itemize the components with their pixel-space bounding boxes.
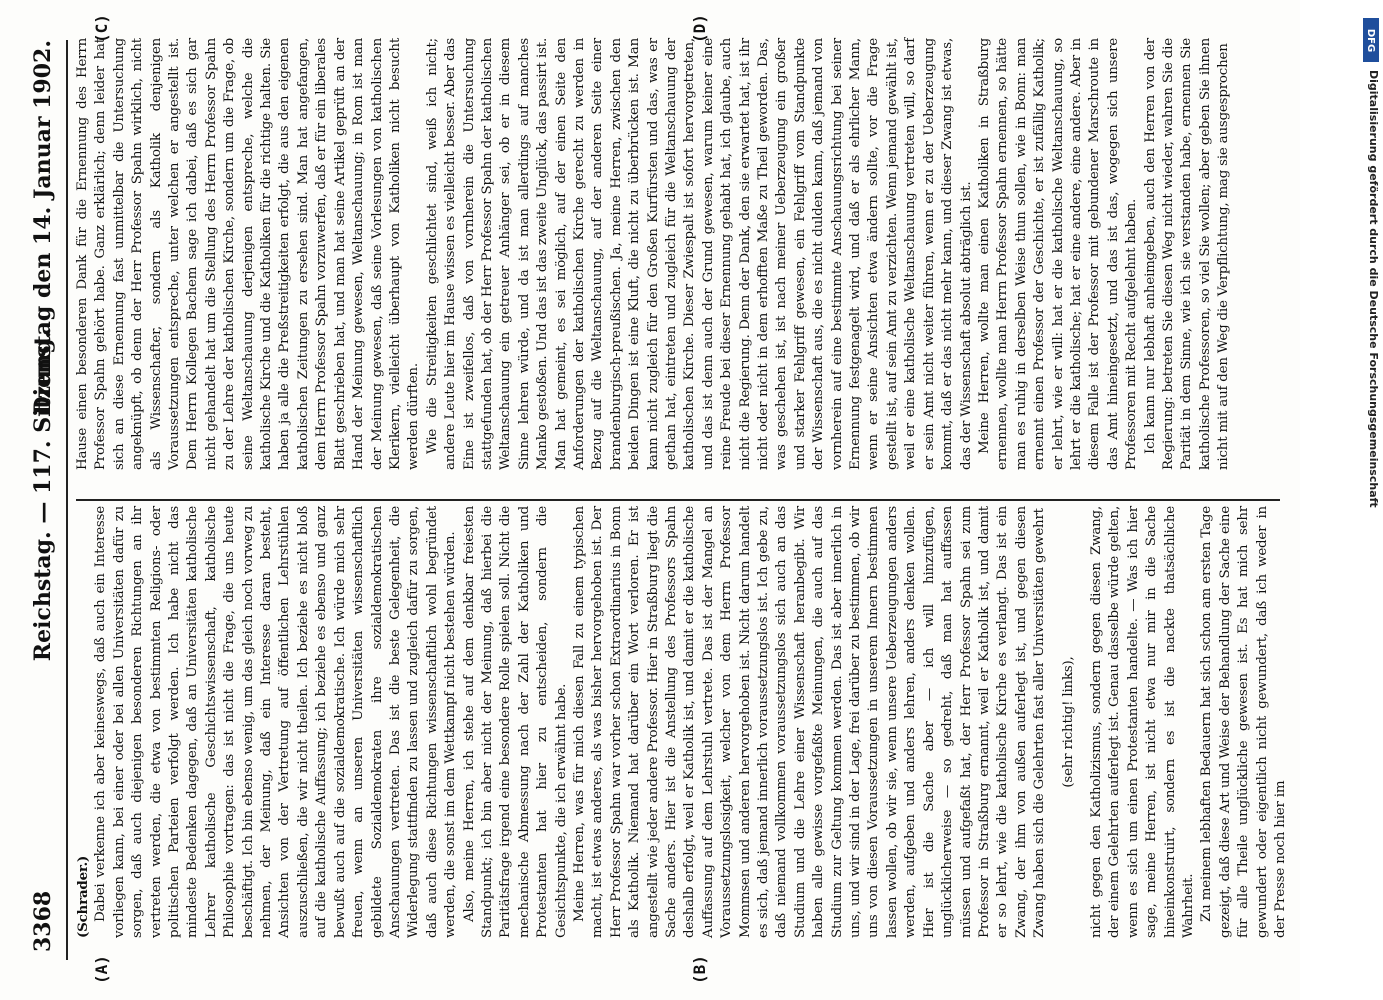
left-column [74,506,1290,938]
paragraph: Meine Herren, wollte man einen Katholiken in Straßburg ernennen, wollte man Herrn Professor Spahn ernennen, so hätte man es ruhig in derselben Weise thun sollen, wie in Bonn: man ernennt einen Professor der Geschichte, er ist zufällig Katholik; er lehrt, wie er will: hat er die katholische Weltanschauung, so lehrt er die katholische; hat er eine andere, eine andere. Aber in diesem Falle ist der Professor mit gebundener Marschroute in das Amt hineingesetzt, und das ist das, wogegen sich unsere Professoren mit Recht aufgelehnt haben. [976,38,1140,470]
interjection: (sehr richtig! links), [1060,656,1076,788]
page-header [30,40,64,952]
dfg-logo-text: DFG [1365,28,1377,52]
page-number: 3368 [30,890,56,952]
margin-mark-b: (B) [690,955,709,984]
paragraph: Wie die Streitigkeiten geschlichtet sind, weiß ich nicht; andere Leute hier im Hause wissen es vielleicht besser. Aber das Eine ist zweifellos, daß von vornherein die Untersuchung stattgefunden hat, ob der Herr Professor Spahn der katholischen Weltanschauung ein getreuer Anhänger sei, ob er in diesem Sinne lehren würde, und da ist man allerdings auf manches Manko gestoßen. Und das ist das zweite Unglück, das passirt ist. Man hat gemeint, es sei möglich, auf der einen Seite den Anforderungen der katholischen Kirche gerecht zu werden in Bezug auf die Weltanschauung, auf der anderen Seite einer brandenburgisch-preußischen. Ja, meine Herren, zwischen den beiden Dingen ist eine Kluft, die nicht zu überbrücken ist. Man kann nicht zugleich für den Großen Kurfürsten und das, was er gethan hat, eintreten und zugleich für die Weltanschauung der katholischen Kirche. Dieser Zwiespalt ist sofort hervorgetreten, und das ist denn auch der Grund gewesen, warum keiner eine reine Freude bei dieser Ernennung gehabt hat, ich glaube, auch nicht die Regierung. Denn der Dank, den sie erwartet hat, ist ihr nicht oder nicht in dem erhofften Maße zu Theil geworden. Das, was geschehen ist, ist nach meiner Ueberzeugung ein großer und starker Fehlgriff gewesen, ein Fehlgriff vom Standpunkte der Wissenschaft aus, die es nicht dulden kann, daß jemand von vornherein auf eine bestimmte Anschauungsrichtung bei seiner Ernennung festgenagelt wird, und daß er als ehrlicher Mann, wenn er seine Ansichten etwa ändern sollte, vor die Frage gestellt ist, auf sein Amt zu verzichten. Wenn jemand gewählt ist, weil er eine katholische Weltanschauung vertreten will, so darf er sein Amt nicht weiter führen, wenn er zu der Ueberzeugung kommt, daß er das nicht mehr kann, und dieser Zwang ist etwas, das der Wissenschaft absolut abträglich ist. [424,38,974,470]
speaker-name: (Schrader.) [75,855,91,938]
session-date: Dienstag den 14. Januar 1902. [30,40,56,416]
right-column [74,38,1234,470]
margin-mark-a: (A) [92,955,111,984]
credit-text: Digitalisierung gefördert durch die Deutsche Forschungsgemeinschaft [1367,70,1380,508]
paragraph: Ich kann nur lebhaft anheimgeben, auch den Herren von der Regierung: betreten Sie diesen Weg nicht wieder, wahren Sie die Parität in dem Sinne, wie ich sie verstanden habe, ernennen Sie katholische Professoren, so viel Sie wollen; aber geben Sie ihnen nicht mit auf den Weg die Verpflichtung, mag sie ausgesprochen [1142,38,1232,470]
digitization-credit [1362,14,1380,986]
paragraph: Also, meine Herren, ich stehe auf dem denkbar freiesten Standpunkt; ich bin aber nicht der Meinung, daß hierbei die Paritätsfrage irgend eine besondere Rolle spielen soll. Nicht die mechanische Abmessung nach der Zahl der Katholiken und Protestanten hat hier zu entscheiden, sondern die Gesichtspunkte, die ich erwähnt habe. [461,506,569,938]
column-divider [76,499,1280,501]
paragraph: nicht gegen den Katholizismus, sondern gegen diesen Zwang, der einem Gelehrten auferlegt ist. Genau dasselbe würde gelten, wenn es sich um einen Protestanten handelte. — Was ich hier sage, meine Herren, ist nicht etwa nur mir in die Sache hineinkonstruirt, sondern es ist die nackte thatsächliche Wahrheit. [1088,506,1196,938]
header-rule [66,40,68,960]
paragraph: Dabei verkenne ich aber keineswegs, daß auch ein Interesse vorliegen kann, bei einer oder bei allen Universitäten dafür zu sorgen, daß auch diejenigen besonderen Richtungen an ihr vertreten werden, die etwa von bestimmten Religions- oder politischen Parteien verfolgt werden. Ich habe nicht das mindeste Bedenken dagegen, daß an Universitäten katholische Lehrer katholische Geschichtswissenschaft, katholische Philosophie vortragen: das ist nicht die Frage, die uns heute beschäftigt. Ich bin ebenso wenig, um das gleich noch vorweg zu nehmen, der Meinung, daß ein Interesse daran besteht, Ansichten von der Vertretung auf öffentlichen Lehrstühlen auszuschließen, die wir nicht theilen. Ich beziehe es nicht bloß auf die katholische Auffassung; ich beziehe es ebenso und ganz bewußt auch auf die sozialdemokratische. Ich würde mich sehr freuen, wenn an unseren Universitäten wissenschaftlich gebildete Sozialdemokraten ihre sozialdemokratischen Anschauungen vertreten. Das ist die beste Gelegenheit, die Widerlegung stattfinden zu lassen und zugleich dafür zu sorgen, daß auch diese Richtungen wissenschaftlich wohl begründet werden, die sonst im dem Wettkampf nicht bestehen würden. [93,506,459,938]
margin-mark-d: (D) [690,14,709,43]
paragraph: Zu meinem lebhaften Bedauern hat sich schon am ersten Tage gezeigt, daß diese Art und Weise der Behandlung der Sache eine für alle Theile unglückliche gewesen ist. Es hat mich sehr gewundert oder eigentlich nicht gewundert, daß ich weder in der Presse noch hier im [1199,506,1288,938]
margin-mark-c: (C) [92,14,111,43]
paragraph: Hause einen besonderen Dank für die Ernennung des Herrn Professor Spahn gehört habe. Ganz erklärlich; denn leider hat sich an diese Ernennung fast unmittelbar die Untersuchung angeknüpft, ob denn der Herr Professor Spahn wirklich, nicht als Wissenschafter, sondern als Katholik denjenigen Voraussetzungen entspreche, unter welchen er angestellt ist. Dem Herrn Kollegen Bachem sage ich dabei, daß es sich gar nicht gehandelt hat um die Stellung des Herrn Professor Spahn zu der Lehre der katholischen Kirche, sondern um die Frage, ob seine Weltanschauung derjenigen entspreche, welche die katholische Kirche und die Katholiken für die richtige halten. Sie haben ja alle die Preßstreitigkeiten erfolgt, die aus den eigenen katholischen Zeitungen zu ersehen sind. Man hat angefangen, dem Herrn Professor Spahn vorzuwerfen, daß er für ein liberales Blatt geschrieben hat, und man hat seine Artikel geprüft an der Hand der Meinung gewesen, Weltanschauung; in Rom ist man der Meinung gewesen, daß seine Vorlesungen von katholischen Klerikern, vielleicht überhaupt von Katholiken nicht besucht werden dürften. [75,38,422,470]
paragraph: Meine Herren, was für mich diesen Fall zu einem typischen macht, ist etwas anderes, als was bisher hervorgehoben ist. Der Herr Professor Spahn war vorher schon Extraordinarius in Bonn als Katholik. Niemand hat darüber ein Wort verloren. Er ist angestellt wie jeder andere Professor. Hier in Straßburg liegt die Sache anders. Hier ist die Anstellung des Professors Spahn deshalb erfolgt, weil er Katholik ist, und damit er die katholische Auffassung auf dem Lehrstuhl vertrete. Das ist der Mangel an Voraussetzungslosigkeit, welcher von dem Herrn Professor Mommsen und anderen hervorgehoben ist. Nicht darum handelt es sich, daß jemand innerlich voraussetzungslos ist. Ich gebe zu, daß niemand vollkommen voraussetzungslos sich auch an das Studium und die Lehre einer Wissenschaft heranbegibt. Wir haben alle gewisse vorgefaßte Meinungen, die auch auf das Studium zur Geltung kommen werden. Das ist aber innerlich in uns, und wir sind in der Lage, frei darüber zu bestimmen, ob wir uns von diesen Voraussetzungen in unserem Innern bestimmen lassen wollen, ob wir sie, wenn unsere Ueberzeugungen anders werden, aufgeben und anders lehren, anders denken wollen. Hier ist die Sache aber — ich will hinzufügen, unglücklicherweise — so gedreht, daß man hat auffassen müssen und aufgefaßt hat, der Herr Professor Spahn sei zum Professor in Straßburg ernannt, weil er Katholik ist, und damit er so lehrt, wie die katholische Kirche es verlangt. Das ist ein Zwang, der ihm von außen auferlegt ist, und gegen diesen Zwang haben sich die Gelehrten fast aller Universitäten gewehrt [571,506,1048,938]
session-title: Reichstag. — 117. Sitzung. [30,330,56,662]
